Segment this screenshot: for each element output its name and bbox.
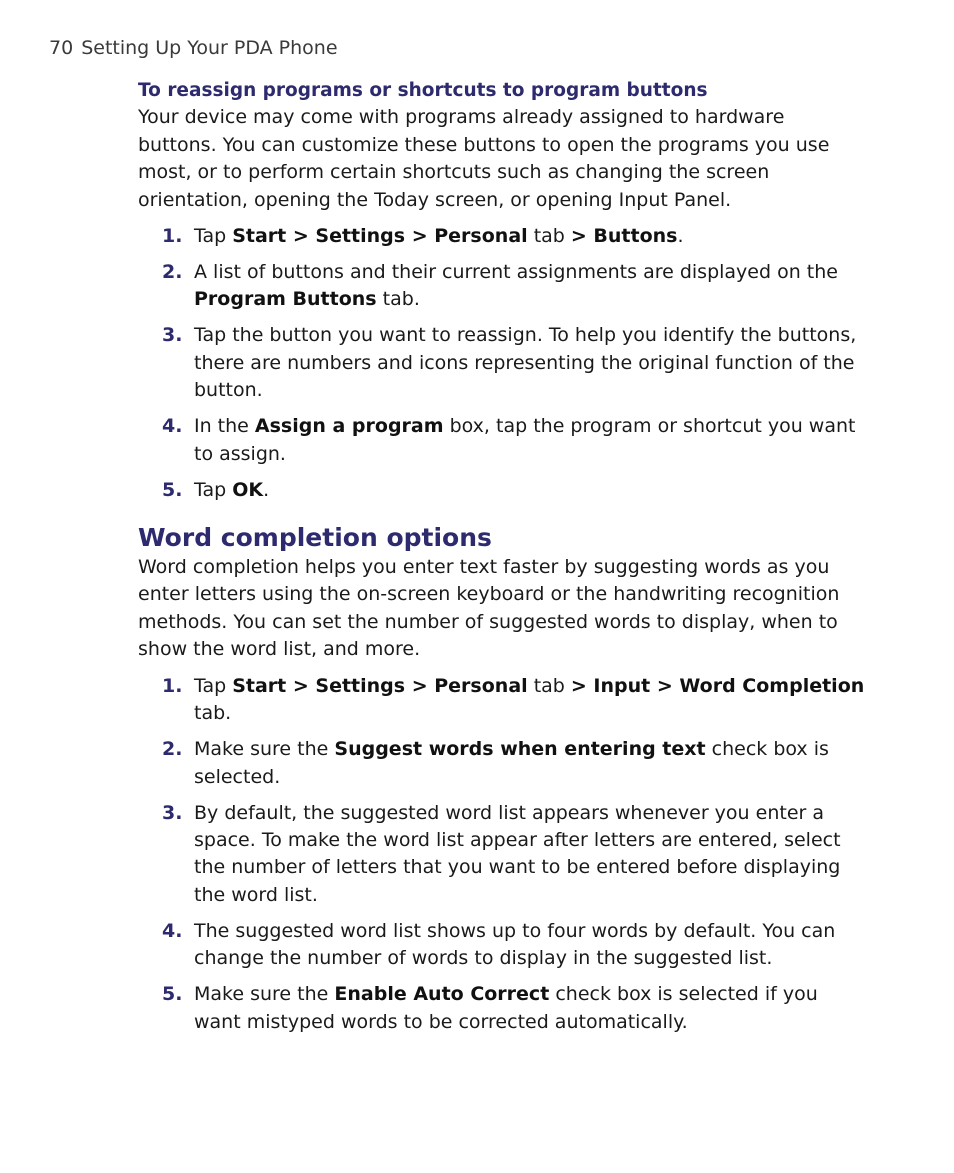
list-item (138, 477, 868, 504)
list-item (138, 259, 868, 314)
chapter-title: Setting Up Your PDA Phone (81, 37, 338, 59)
page-content (138, 77, 868, 1045)
list-item (138, 981, 868, 1036)
list-item (138, 322, 868, 404)
step-number: 3. (162, 801, 183, 824)
step-text: Make sure the (194, 983, 335, 1006)
list-item (138, 918, 868, 973)
step-emphasis: Suggest words when entering text (334, 738, 706, 761)
list-item (138, 800, 868, 910)
list-item (138, 413, 868, 468)
step-number: 1. (162, 225, 183, 248)
step-text: . (677, 225, 684, 248)
step-emphasis: Assign a program (254, 415, 444, 438)
step-number: 5. (162, 983, 183, 1006)
running-header (49, 37, 338, 59)
page-number: 70 (49, 37, 74, 59)
step-text: The suggested word list shows up to four words by default. You can change the number of words to display in the suggested list. (194, 919, 836, 970)
list-item (138, 223, 868, 250)
procedure-steps (138, 223, 868, 504)
step-emphasis: Start > Settings > Personal (232, 674, 528, 697)
step-text: box, tap the program or shortcut you want to assign. (194, 415, 856, 465)
section-steps (138, 673, 868, 1036)
step-text: Tap (194, 674, 233, 697)
step-number: 4. (162, 415, 183, 438)
step-text: By default, the suggested word list appears whenever you enter a space. To make the word list appear after letters are entered, select the number of letters that you want to be entered before displaying the word list. (194, 801, 841, 906)
step-number: 1. (162, 674, 183, 697)
step-text: Tap the button you want to reassign. To help you identify the buttons, there are numbers and icons representing the original function of the button. (194, 324, 857, 402)
step-number: 2. (162, 738, 183, 761)
step-text: tab. (376, 288, 420, 311)
step-emphasis: Program Buttons (194, 288, 377, 311)
step-number: 3. (162, 324, 183, 347)
step-text: Tap (194, 225, 233, 248)
step-text: check box is selected. (194, 738, 829, 788)
step-text: tab. (194, 702, 232, 725)
step-emphasis: > Buttons (570, 225, 678, 248)
step-text: tab (527, 225, 571, 248)
step-text: Make sure the (194, 738, 335, 761)
step-emphasis: OK (232, 478, 264, 501)
step-number: 2. (162, 261, 183, 284)
step-text: tab (527, 674, 571, 697)
procedure-intro: Your device may come with programs already assigned to hardware buttons. You can customize these buttons to open the programs you use most, or to perform certain shortcuts such as changing the screen orientation, opening the Today screen, or opening Input Panel. (138, 106, 830, 211)
step-number: 5. (162, 478, 183, 501)
step-text: . (263, 478, 270, 501)
section-intro: Word completion helps you enter text faster by suggesting words as you enter letters using the on-screen keyboard or the handwriting recognition methods. You can set the number of suggested words to display, when to show the word list, and more. (138, 556, 840, 661)
section-heading: Word completion options (138, 523, 492, 553)
procedure-title: To reassign programs or shortcuts to program buttons (138, 80, 708, 101)
step-number: 4. (162, 919, 183, 942)
step-text: A list of buttons and their current assignments are displayed on the (194, 261, 838, 284)
step-text: check box is selected if you want mistyped words to be corrected automatically. (194, 983, 818, 1033)
step-text: Tap (194, 478, 233, 501)
list-item (138, 673, 868, 728)
step-text: In the (194, 415, 255, 438)
list-item (138, 736, 868, 791)
step-emphasis: > Input > Word Completion (570, 674, 865, 697)
step-emphasis: Enable Auto Correct (334, 983, 550, 1006)
step-emphasis: Start > Settings > Personal (232, 225, 528, 248)
